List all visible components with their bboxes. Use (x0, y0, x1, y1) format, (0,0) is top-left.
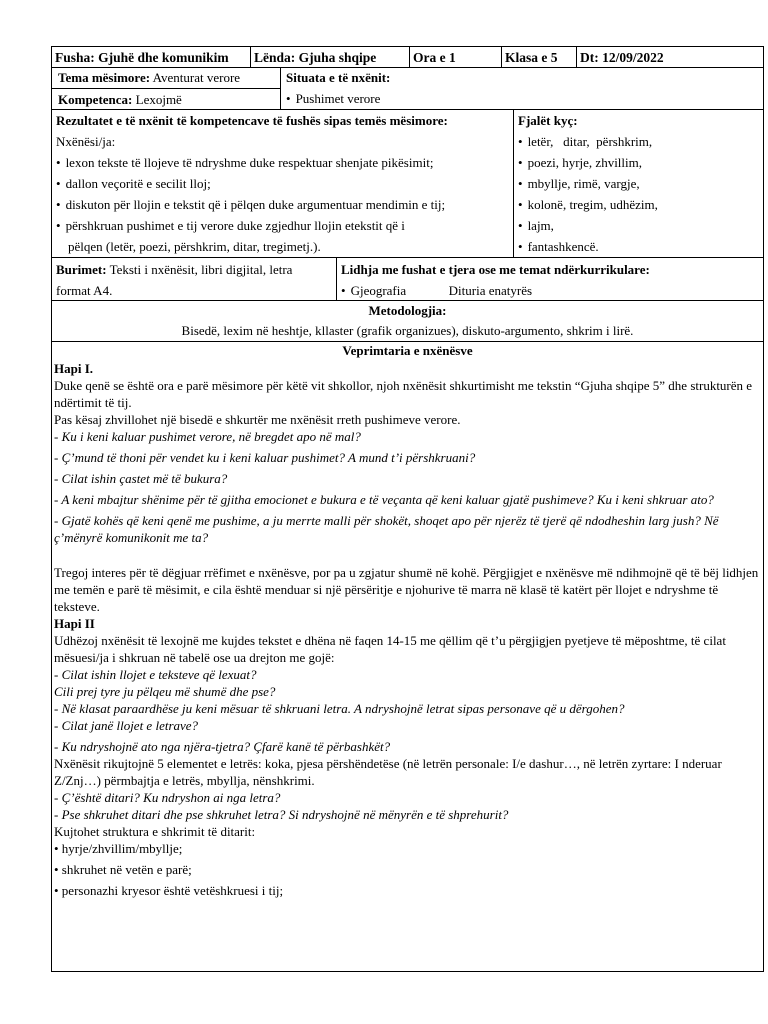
burimet-label: Burimet: (56, 262, 107, 277)
fjalet-item: • lajm, (518, 215, 759, 236)
veprimtaria-title: Veprimtaria e nxënësve (342, 343, 473, 358)
header-data: Dt: 12/09/2022 (580, 50, 664, 65)
tema-cell (52, 68, 281, 109)
metodologjia-row (52, 301, 763, 342)
question: - Ku ndryshojnë ato nga njëra-tjetra? Çfarë kanë të përbashkët? (54, 739, 391, 754)
fjalet-item: • poezi, hyrje, zhvillim, (518, 152, 759, 173)
fjalet-item: • kolonë, tregim, udhëzim, (518, 194, 759, 215)
question: Cili prej tyre ju pëlqeu më shumë dhe pse? (54, 684, 276, 699)
metodologjia-cell (52, 301, 763, 341)
fjalet-item: • letër, ditar, përshkrim, (518, 131, 759, 152)
header-ora: Ora e 1 (410, 47, 502, 67)
question: - Ku i keni kaluar pushimet verore, në bregdet apo në mal? (54, 429, 361, 444)
fjalet-title: Fjalët kyç: (518, 113, 578, 128)
bullet-item: • shkruhet në vetën e parë; (54, 862, 192, 877)
hapi-2-heading: Hapi II (54, 616, 95, 631)
question: - Ç’është ditari? Ku ndryshon ai nga letra? (54, 790, 281, 805)
question: - A keni mbajtur shënime për të gjitha emocionet e bukura e të veçanta që keni kaluar gjatë pushimeve? Ku i keni shkruar ato? (54, 492, 714, 507)
header-klasa: Klasa e 5 (502, 47, 577, 67)
hapi-1-heading: Hapi I. (54, 361, 94, 376)
tema-label: Tema mësimore: (58, 70, 151, 85)
lesson-plan-table (51, 46, 764, 972)
tema-line (52, 68, 280, 89)
burimet-row (52, 258, 763, 301)
kompetenca-label: Kompetenca: (58, 92, 133, 107)
rezultatet-row (52, 110, 763, 258)
rezultatet-continuation: pëlqen (letër, poezi, përshkrim, ditar, tregimetj.). (68, 239, 321, 254)
fjalet-cell (514, 110, 763, 257)
veprimtaria-section (52, 342, 763, 899)
question: - Ç’mund të thoni për vendet ku i keni kaluar pushimet? A mund t’i përshkruani? (54, 450, 476, 465)
lidhja-cell (337, 258, 763, 300)
fjalet-item: • mbyllje, rimë, vargje, (518, 173, 759, 194)
burimet-value2: format A4. (56, 283, 113, 298)
rezultatet-item: • përshkruan pushimet e tij verore duke zgjedhur llojin etekstit që i (56, 215, 509, 236)
metodologjia-text: Bisedë, lexim në heshtje, kllaster (grafik organizues), diskuto-argumento, shkrim i lirë. (181, 323, 634, 338)
burimet-cell (52, 258, 337, 300)
question: - Cilat janë llojet e letrave? (54, 718, 199, 733)
paragraph: Udhëzoj nxënësit të lexojnë me kujdes tekstet e dhëna në faqen 14-15 me qëllim që t’u përgjigjen pyetjeve të mëposhtme, të cilat mësuesi/ja i shkruan në tabelë ose ua drejton me gojë: (54, 633, 726, 665)
paragraph: Duke qenë se është ora e parë mësimore për këtë vit shkollor, njoh nxënësit shkurtimisht me tekstin “Gjuha shqipe 5” dhe strukturën e ndërtimit të tij. (54, 378, 753, 410)
question: - Gjatë kohës që keni qenë me pushime, a ju merrte malli për shokët, shoqet apo për njerëz të tjerë që ndodheshin larg jush? Në ç’mënyrë komunikonit me ta? (54, 513, 719, 545)
situata-cell (281, 68, 763, 109)
rezultatet-cell (52, 110, 514, 257)
question: - Pse shkruhet ditari dhe pse shkruhet letra? Si ndryshojnë në mënyrën e të shprehurit? (54, 807, 509, 822)
fjalet-item: • fantashkencë. (518, 236, 759, 257)
situata-value: • Pushimet verore (286, 88, 758, 109)
header-fusha: Fusha: Gjuhë dhe komunikim (52, 47, 251, 67)
question: - Cilat ishin llojet e teksteve që lexuat? (54, 667, 257, 682)
lidhja-items (341, 280, 759, 301)
rezultatet-intro: Nxënësi/ja: (56, 134, 116, 149)
paragraph: Tregoj interes për të dëgjuar rrëfimet e nxënësve, por pa u zgjatur shumë në kohë. Përgjigjet e nxënësve më ndihmojnë që të bëj lidhjen me temën e parë të mësimit, e cila është menduar si një përsëritje e njohurive të marra në klasë të katërt për llojet e ndryshme të teksteve. (54, 565, 759, 614)
tema-value: Aventurat verore (152, 70, 241, 85)
paragraph: Pas kësaj zhvillohet një bisedë e shkurtër me nxënësit rreth pushimeve verore. (54, 412, 461, 427)
burimet-value: Teksti i nxënësit, libri digjital, letra (109, 262, 293, 277)
rezultatet-item: • diskuton për llojin e tekstit që i pëlqen duke argumentuar mendimin e tij; (56, 194, 509, 215)
rezultatet-title: Rezultatet e të nxënit të kompetencave të fushës sipas temës mësimore: (56, 113, 448, 128)
paragraph: Kujtohet struktura e shkrimit të ditarit: (54, 824, 256, 839)
bullet-item: • personazhi kryesor është vetëshkruesi i tij; (54, 883, 284, 898)
lidhja-title: Lidhja me fushat e tjera ose me temat ndërkurrikulare: (341, 262, 650, 277)
burimet-line (56, 259, 332, 280)
situata-label: Situata e të nxënit: (286, 70, 391, 85)
lidhja-item-1: • Gjeografia (341, 283, 406, 298)
rezultatet-item: • dallon veçoritë e secilit lloj; (56, 173, 509, 194)
veprimtaria-body (53, 360, 762, 899)
rezultatet-item: • lexon tekste të llojeve të ndryshme duke respektuar shenjate pikësimit; (56, 152, 509, 173)
paragraph: Nxënësit rikujtojnë 5 elementet e letrës: koka, pjesa përshëndetëse (në letrën personale: I/e dashur…, në letrën zyrtare: I nderuar Z/Znj…) përmbajtja e letrës, mbyllja, nënshkrimi. (54, 756, 722, 788)
header-lenda: Lënda: Gjuha shqipe (251, 47, 410, 67)
kompetenca-value: Lexojmë (135, 92, 182, 107)
kompetenca-line (52, 89, 280, 110)
tema-situata-row (52, 68, 763, 110)
header-row (52, 47, 763, 68)
bullet-item: • hyrje/zhvillim/mbyllje; (54, 841, 183, 856)
metodologjia-title: Metodologjia: (368, 303, 447, 318)
question: - Në klasat paraardhëse ju keni mësuar të shkruani letra. A ndryshojnë letrat sipas personave që u dërgohen? (54, 701, 625, 716)
question: - Cilat ishin çastet më të bukura? (54, 471, 228, 486)
lidhja-item-2: Dituria enatyrës (448, 283, 533, 298)
